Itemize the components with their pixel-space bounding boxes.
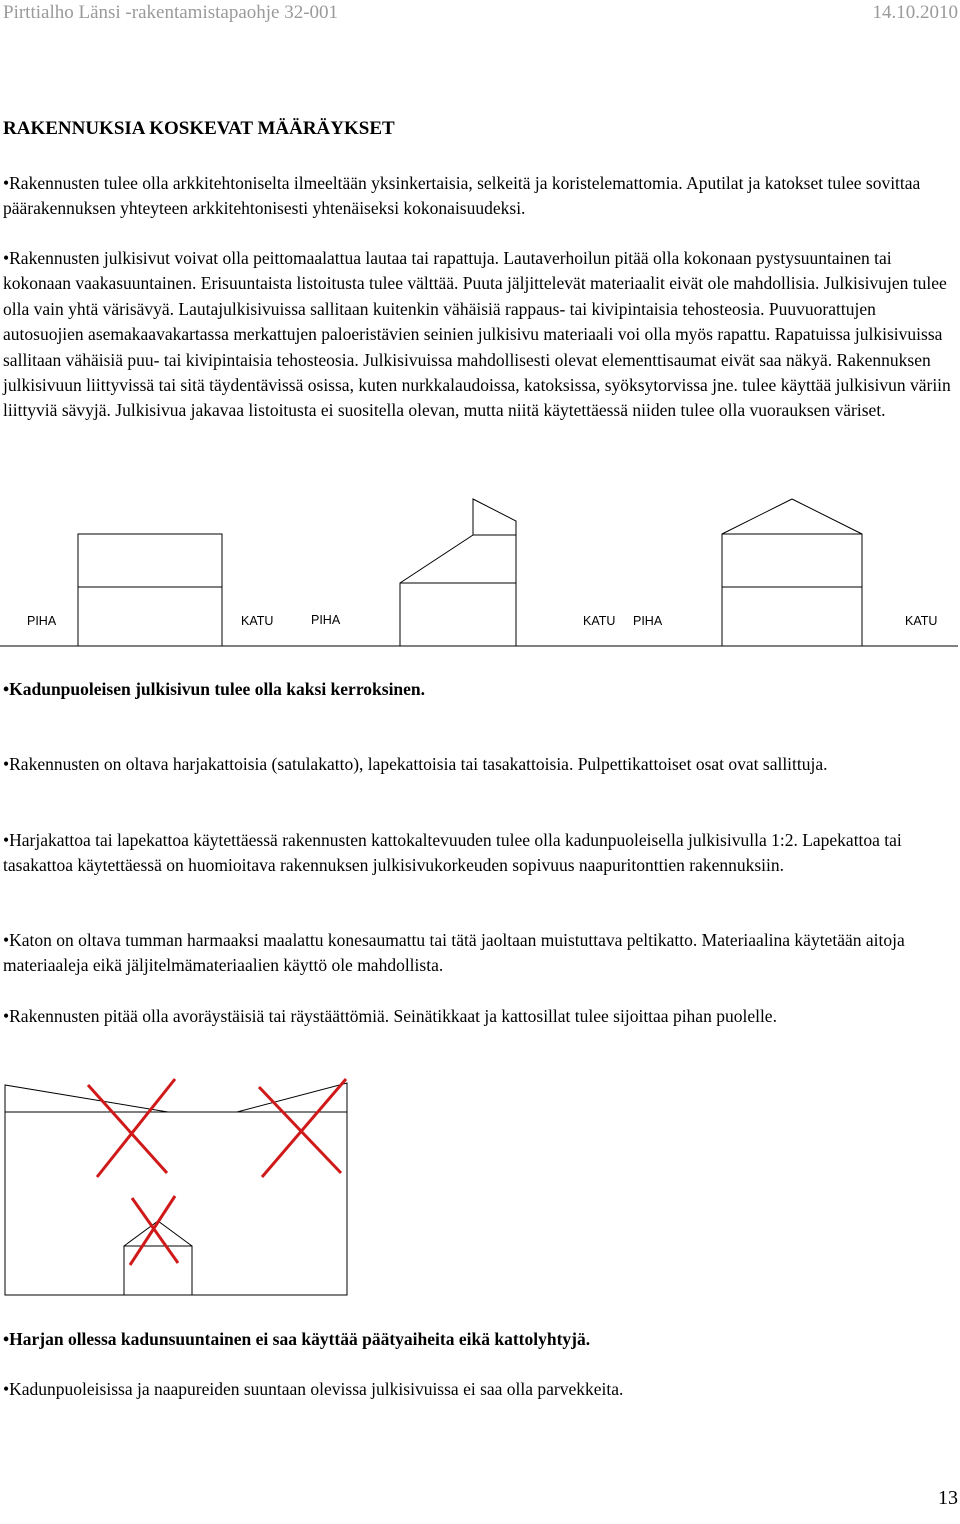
page-header	[0, 2, 960, 30]
street-section-diagram	[0, 495, 960, 655]
paragraph-no-balconies: •Kadunpuoleisissa ja naapureiden suuntaan olevissa julkisivuissa ei saa olla parvekkeita.	[3, 1379, 624, 1399]
label-katu-1: KATU	[241, 614, 274, 628]
cross-mark	[262, 1079, 346, 1177]
paragraph-roof-types: •Rakennusten on oltava harjakattoisia (satulakatto), lapekattoisia tai tasakattoisia. Pulpettikattoiset osat ovat sallittuja.	[3, 754, 828, 774]
paragraph-roof-pitch: •Harjakattoa tai lapekattoa käytettäessä rakennusten kattokaltevuuden tulee olla kadunpuoleisella julkisivulla 1:2. Lapekattoa tai tasakattoa käytettäessä on huomioitava rakennuksen julkisivukorkeuden sopivuus naapuritonttien rakennuksiin.	[3, 830, 902, 876]
label-katu-3: KATU	[905, 614, 938, 628]
label-katu-2: KATU	[583, 614, 616, 628]
paragraph-architecture: •Rakennusten tulee olla arkkitehtoniselta ilmeeltään yksinkertaisia, selkeitä ja koristelemattomia. Aputilat ja katokset tulee sovittaa päärakennuksen yhteyteen arkkitehtonisesti yhtenäiseksi kokonaisuudeksi.	[3, 173, 921, 219]
cross-marks	[88, 1079, 346, 1265]
label-piha-3: PIHA	[633, 614, 663, 628]
entrance-gable	[124, 1246, 192, 1295]
dormer-roof-left	[5, 1085, 168, 1112]
paragraph-roof-material: •Katon on oltava tumman harmaaksi maalattu konesaumattu tai tätä jaoltaan muistuttava peltikatto. Materiaalina käytetään aitoja materiaaleja eikä jäljitelmämateriaalien käyttö ole mahdollista.	[3, 930, 905, 976]
flat-roof-building	[78, 534, 222, 646]
page-number: 13	[938, 1487, 958, 1509]
forbidden-roof-elements-diagram	[0, 1065, 960, 1305]
gable-roof-building	[722, 499, 862, 646]
cross-mark	[97, 1079, 175, 1177]
paragraph-facades: •Rakennusten julkisivut voivat olla peittomaalattua lautaa tai rapattuja. Lautaverhoilun pitää olla kokonaan pystysuuntainen tai kokonaan vaakasuuntainen. Erisuuntaista listoitusta tulee välttää. Puuta jäljittelevät materiaalit eivät ole mahdollisia. Julkisivujen tulee olla vain yhtä värisävyä. Lautajulkisivuissa sallitaan kuitenkin vähäisiä rappaus- tai kivipintaisia tehosteosia. Puuvuorattujen autosuojien asemakaavakartassa merkattujen paloeristävien seinien julkisivu materiaali voi olla myös rapattu. Rapatuissa julkisivuissa sallitaan vähäisiä puu- tai kivipintaisia tehosteosia. Julkisivuissa mahdollisesti olevat elementtisaumat eivät saa näkyä. Rakennuksen julkisivuun liittyvissä tai sitä täydentävissä osissa, kuten nurkkalaudoissa, katoksissa, syöksytorvissa jne. tulee käyttää julkisivun väriin liittyviä sävyjä. Julkisivua jakavaa listoitusta ei suositella olevan, mutta niitä käytettäessä niiden tulee olla vuorauksen väriset.	[3, 248, 951, 421]
label-piha-2: PIHA	[311, 613, 341, 627]
label-piha-1: PIHA	[27, 614, 57, 628]
paragraph-two-storey: •Kadunpuoleisen julkisivun tulee olla kaksi kerroksinen.	[3, 679, 426, 699]
paragraph-no-gable-motifs: •Harjan ollessa kadunsuuntainen ei saa käyttää päätyaiheita eikä kattolyhtyjä.	[3, 1329, 591, 1349]
cross-mark	[88, 1085, 167, 1173]
section-title: RAKENNUKSIA KOSKEVAT MÄÄRÄYKSET	[3, 118, 395, 139]
paragraph-eaves: •Rakennusten pitää olla avoräystäisiä tai räystäättömiä. Seinätikkaat ja kattosillat tulee sijoittaa pihan puolelle.	[3, 1006, 777, 1026]
document-date: 14.10.2010	[872, 2, 958, 23]
asymmetric-roof-building	[400, 499, 516, 646]
document-title: Pirttialho Länsi -rakentamistapaohje 32-001	[3, 2, 339, 23]
